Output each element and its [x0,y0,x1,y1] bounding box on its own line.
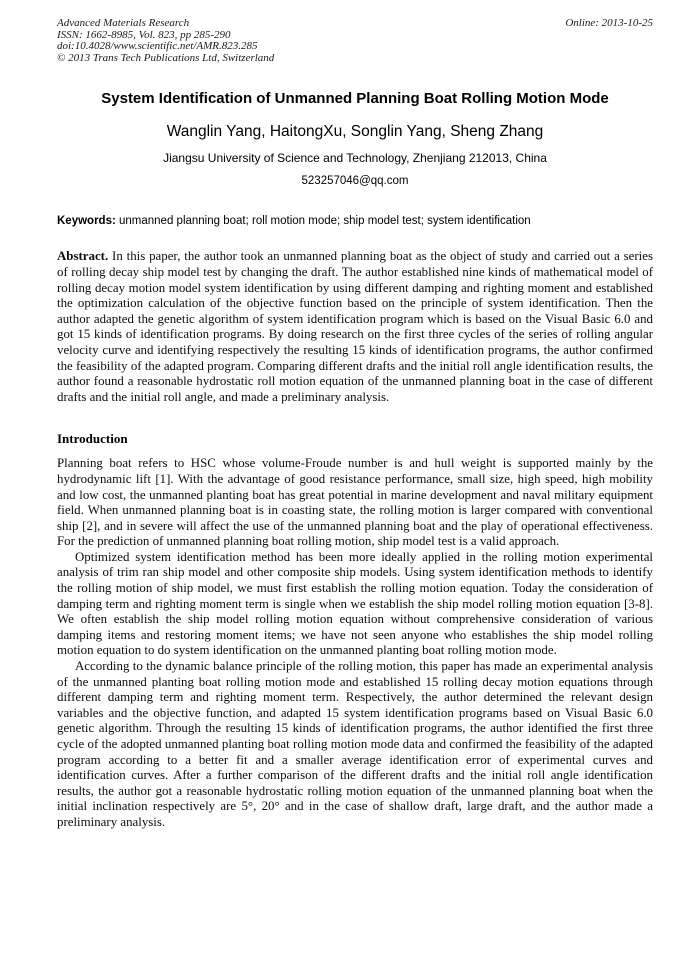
authors-line: Wanglin Yang, HaitongXu, Songlin Yang, Sheng Zhang [166,123,544,141]
email-address: 523257046@qq.com [301,175,409,188]
introduction-paragraph-2: Optimized system identification method has been more ideally applied in the rolling motion experimental analysis of trim ran ship model and other composite ship models. Using system identification methods to identify the rolling motion of ship model, we must first establish the rolling motion equation. Today the consideration of damping term and righting moment term is single when we establish the ship model rolling motion equation [3-8]. We often establish the ship model rolling motion equation without comprehensive consideration of various damping items and restoring moment items; we have not seen anyone who establishes the ship model rolling motion equation to do system identification on the unmanned planting boat rolling motion mode. [57,549,653,658]
doi-line: doi:10.4028/www.scientific.net/AMR.823.285 [57,40,258,53]
introduction-paragraph-3: According to the dynamic balance principle of the rolling motion, this paper has made an experimental analysis of the unmanned planting boat rolling motion mode and established 15 rolling decay motion equations through different damping term and righting moment term. Respectively, the author determined the relevant design variables and the objective function, and adapted 15 system identification programs based on Visual Basic 6.0 genetic algorithm. Through the resulting 15 kinds of identification programs, the author identified the first three cycle of the adopted unmanned planting boat rolling motion mode data and confirmed the feasibility of the adapted program according to a better fit and a smaller average identification error of experimental curves and identification curves. After a further comparison of the different drafts and the initial roll angle identification results, the author got a reasonable hydrostatic rolling motion equation of the unmanned planning boat when the initial inclination respectively are 5°, 20° and in the case of shallow draft, large draft, and the author made a preliminary analysis. [57,659,653,829]
paper-title: System Identification of Unmanned Planning Boat Rolling Motion Mode [101,90,609,108]
keywords-line [57,214,653,228]
keywords-label: Keywords: [57,215,116,228]
journal-header [57,18,653,64]
journal-name: Advanced Materials Research [57,17,190,29]
abstract-paragraph [57,249,653,405]
abstract-text: In this paper, the author took an unmanned planning boat as the object of study and carried out a series of rolling decay ship model test by changing the draft. The author established nine kinds of mathematical model of rolling decay motion model system identification by using different damping and righting moment and established the optimization calculation of the objective function based on the principle of system identification. Then the author adapted the genetic algorithm of system identification program which is based on the Visual Basic 6.0 and got 15 kinds of identification programs. By doing research on the first three cycles of the series of rolling angular velocity curve and identifying respectively the resulting 15 kinds of identification programs, the author confirmed the feasibility of the adapted program. Comparing different drafts and the initial roll angle identification results, the author found a reasonable hydrostatic roll motion equation of the unmanned planning boat in the case of different drafts and the initial roll angle, and made a preliminary analysis. [57,249,653,404]
affiliation-line: Jiangsu University of Science and Technology, Zhenjiang 212013, China [163,151,547,166]
keywords-text: unmanned planning boat; roll motion mode; ship model test; system identification [119,215,531,228]
journal-info-block [57,18,274,64]
section-heading-introduction: Introduction [57,431,128,447]
copyright-line: © 2013 Trans Tech Publications Ltd, Switzerland [57,51,275,64]
introduction-paragraph-1: Planning boat refers to HSC whose volume-Froude number is and hull weight is supported mainly by the hydrodynamic lift [1]. With the advantage of good resistance performance, small size, high speed, high mobility and low cost, the unmanned planting boat has great potential in marine development and naval military equipment field. When unmanned planning boat is in coasting state, the rolling motion is larger compared with conventional ship [2], and in severe will affect the use of the unmanned planning boat and the play of operational effectiveness. For the prediction of unmanned planning boat rolling motion, ship model test is a valid approach. [57,456,653,549]
issn-volume-pages: ISSN: 1662-8985, Vol. 823, pp 285-290 [57,28,231,41]
abstract-label: Abstract. [57,249,109,264]
online-date: Online: 2013-10-25 [565,17,653,29]
